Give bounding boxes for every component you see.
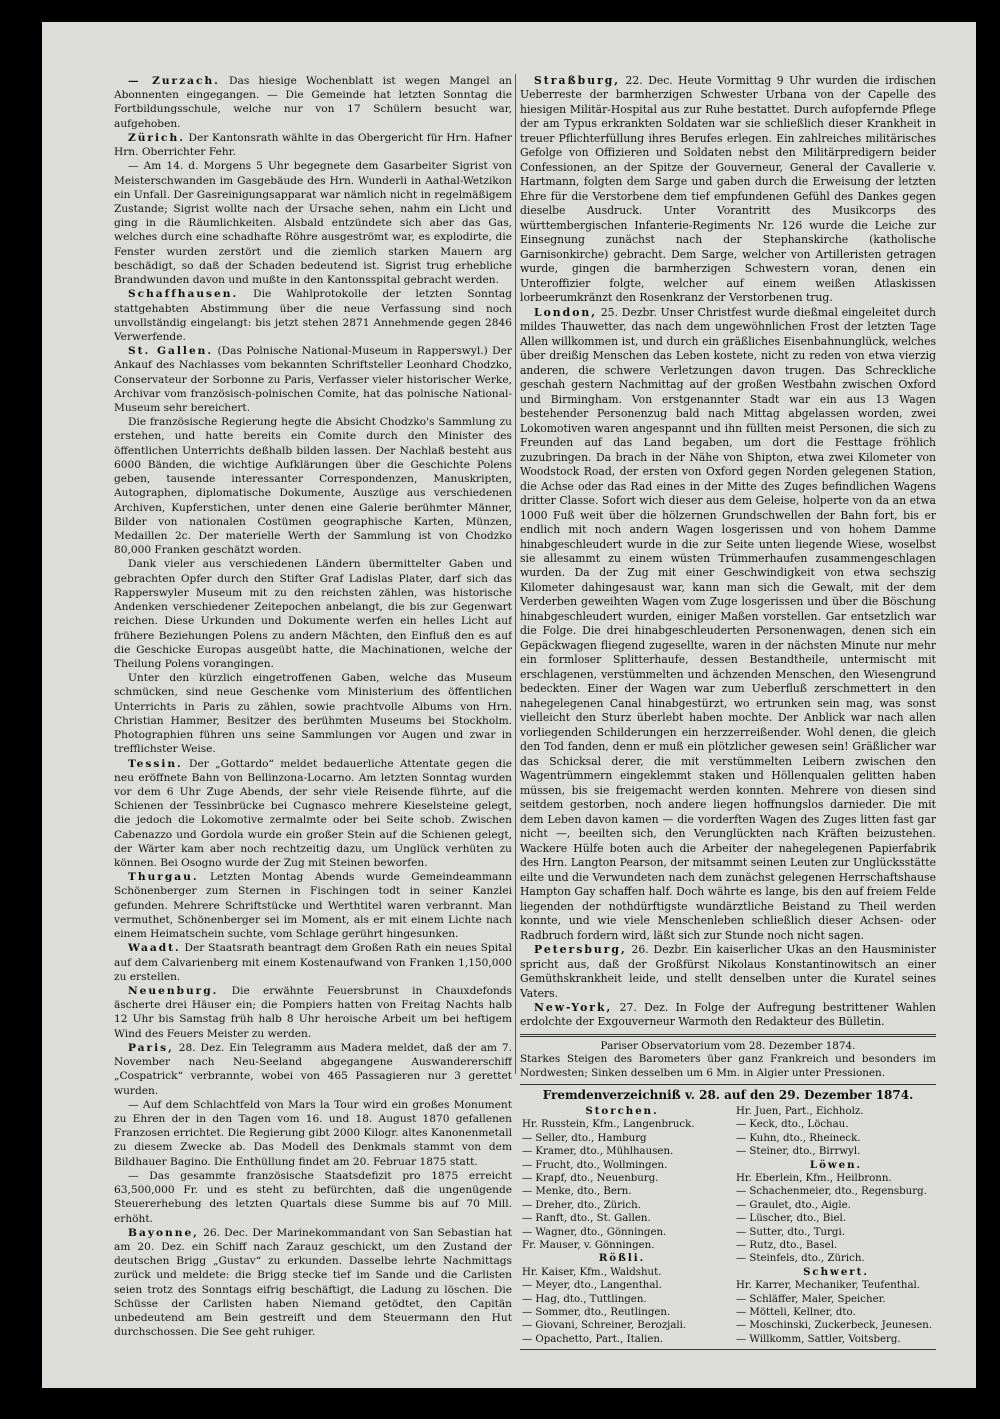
guest-entry: — Graulet, dto., Aigle. — [736, 1199, 851, 1211]
article-text: Die erwähnte Feuersbrunst in Chauxdefonds äscherte drei Häuser ein; die Pompiers hatten von Freitag Nachts halb 12 Uhr bis Samstag früh halb 8 Uhr heroische Arbeit um bei heftigem Wind des Feuers Meister zu werden. — [114, 985, 512, 1040]
hotel-name: Rößli. — [598, 1252, 646, 1265]
article-paragraph — [114, 557, 512, 671]
scan-border-right — [976, 0, 1000, 1419]
article-paragraph — [520, 1001, 936, 1030]
article-text: Der Kantonsrath wählte in das Obergericht für Hrn. Hafner Hrn. Oberrichter Fehr. — [114, 131, 512, 159]
article-text: Die Wahlprotokolle der letzten Sonntag stattgehabten Abstimmung über die neue Verfassung sind noch unvollständig eingelangt: bis jetzt stehen 2871 Annehmende gegen 2846 Verwerfende. — [114, 288, 512, 343]
article-text: 27. Dez. In Folge der Aufregung bestrittener Wahlen erdolchte der Exgouverneur Warmoth den Redakteur des Bülletin. — [520, 1001, 936, 1029]
guest-entry: Hr. Eberlein, Kfm., Heilbronn. — [736, 1172, 892, 1184]
guest-entry: — Willkomm, Sattler, Voitsberg. — [736, 1333, 901, 1345]
guest-entry: — Kramer, dto., Mühlhausen. — [522, 1146, 674, 1158]
article-text: — Auf dem Schlachtfeld von Mars la Tour wird ein großes Monument zu Ehren der in den Tagen vom 16. und 18. August 1870 gefallenen Franzosen errichtet. Die Regierung gibt 2000 Kilogr. altes Kanonenmetall zu diesem Zwecke ab. Das Modell des Denkmals stammt von dem Bildhauer Bagino. Die Enthüllung findet am 20. Februar 1875 statt. — [114, 1098, 512, 1168]
article-text: Die französische Regierung hegte die Absicht Chodzko's Sammlung zu erstehen, und hatte bereits ein Comite durch den Minister des öffentlichen Unterrichts deßhalb bilden lassen. Der Nachlaß besteht aus 6000 Bänden, die wichtige Aufklärungen über die Geschichte Polens geben, tausende interessanter Correspondenzen, Manuskripten, Autographen, diplomatische Dokumente, Auszüge aus verschiedenen Archiven, Kupferstichen, unter denen eine Galerie berühmter Männer, Bilder von nationalen Costümen geographische Karten, Münzen, Medaillen 2c. Der materielle Werth der Sammlung ist von Chodzko 80,000 Franken geschätzt worden. — [114, 416, 512, 557]
section-divider — [520, 1034, 936, 1037]
article-paragraph — [520, 943, 936, 1001]
scan-border-left — [0, 0, 40, 1419]
article-text: Der Staatsrath beantragt dem Großen Rath ein neues Spital auf dem Calvarienberg mit einem Kostenaufwand von Franken 1,150,000 zu erstellen. — [114, 942, 512, 983]
guest-entry: — Meyer, dto., Langenthal. — [522, 1280, 662, 1292]
guest-entry: — Sommer, dto., Reutlingen. — [522, 1307, 671, 1319]
guest-entry: — Steinfels, dto., Zürich. — [736, 1253, 865, 1265]
dateline: Schaffhausen. — [128, 288, 239, 301]
dateline: New-York, — [534, 1001, 613, 1014]
article-text: 25. Dezbr. Unser Christfest wurde dießmal eingeleitet durch mildes Thauwetter, das nach dem ungewöhnlichen Frost der letzten Tage Allen willkommen ist, und durch ein gräßliches Eisenbahnunglück, welches über dreißig Menschen das Leben kostete, nicht zu reden von etwa vierzig anderen, die schwere Verletzungen davon trugen. Das Schreckliche geschah gestern Nachmittag auf der großen Westbahn zwischen Oxford und Birmingham. Von erstgenannter Stadt war ein aus 13 Wagen bestehender Personenzug bald nach Mittag abgelassen worden, zwei Lokomotiven waren angespannt und ihn füllten meist Personen, die sich zu Freunden auf das Land begaben, um dort die Festtage fröhlich zuzubringen. Da brach in der Nähe von Shipton, etwa zwei Kilometer von Woodstock Road, der ersten von Oxford gegen Norden gelegenen Station, die Achse oder das Rad eines in der Mitte des Zuges befindlichen Wagens dritter Classe. Sofort wich dieser aus dem Geleise, holperte von da an etwa 1000 Fuß weit über die hölzernen Grundschwellen der Bahn fort, bis er endlich mit noch andern Wagen losgerissen und von hohem Damme hinabgeschleudert wurde in die zur Seite unten liegende Wiese, woselbst sie allesammt zu einem wüsten Trümmerhaufen zusammengeschlagen wurden. Da der Zug mit einer Geschwindigkeit von etwa sechszig Kilometer dahingesaust war, kann man sich die Gewalt, mit der dem Verderben geweihten Wagen vom Zuge losgerissen und über die Böschung hinabgeschleudert wurden, einiger Maßen vorstellen. Gar entsetzlich war die Folge. Die drei hinabgeschleuderten Personenwagen, denen sich ein Gepäckwagen fliegend zugesellte, waren in der nächsten Minute nur mehr ein formloser Splitterhaufe, dessen Bestandtheile, untermischt mit erschlagenen, verstümmelten und ächzenden Menschen, den Wiesengrund bedeckten. Einer der Wagen war zum Ueberfluß zerschmettert in den nahegelegenen Canal hinabgestürzt, wo ertrunken sein mag, was sonst vielleicht den Sturz überlebt haben mochte. Der Anblick war nach allen vorliegenden Schilderungen ein herzzerreißender. Wohl denen, die gleich den Tod fanden, denn er muß ein plötzlicher gewesen sein! Gräßlicher war das Schicksal derer, die mit verstümmelten Leibern zwischen den Wagentrümmern eingeklemmt staken und Höllenqualen gelitten haben müssen, bis sie freigemacht werden konnten. Mehrere von diesen sind seitdem gestorben, noch andere liegen hoffnungslos darnieder. Die mit dem Leben davon kamen — die vorderften Wagen des Zuges litten fast gar nicht —, beeilten sich, den Verunglückten nach Kräften beizustehen. Wackere Hülfe boten auch die Arbeiter der nahegelegenen Papierfabrik des Hrn. Langton Pearson, der mitsammt seinen Leuten zur Unglücksstätte eilte und die Verwundeten nach dem zunächst gelegenen Herrschaftshause Hampton Gay schaffen half. Doch währte es lange, bis den auf freiem Felde liegenden der nothdürftigste wundärztliche Beistand zu Theil werden konnte, und wie viele Menschenleben schließlich dieser Achsen- oder Radbruch fordern wird, läßt sich zur Stunde noch nicht sagen. — [520, 305, 936, 942]
guest-entry: — Krapf, dto., Neuenburg. — [522, 1172, 659, 1184]
article-paragraph — [114, 287, 512, 344]
article-paragraph — [114, 1169, 512, 1226]
scan-border-bottom — [0, 1389, 1000, 1419]
dateline: London, — [534, 305, 598, 319]
guest-entry: — Seller, dto., Hamburg — [522, 1132, 647, 1144]
guest-entry: — Menke, dto., Bern. — [522, 1186, 632, 1198]
guest-entry: — Rutz, dto., Basel. — [736, 1240, 838, 1252]
dateline: Paris, — [128, 1041, 174, 1054]
article-paragraph — [114, 757, 512, 871]
guest-entry: Hr. Juen, Part., Eichholz. — [736, 1105, 864, 1117]
right-column-articles — [520, 74, 936, 1030]
dateline: St. Gallen. — [128, 345, 214, 358]
dateline: Bayonne, — [128, 1226, 199, 1239]
article-paragraph — [114, 74, 512, 131]
guest-entry: — Lüscher, dto., Biel. — [736, 1213, 847, 1225]
article-text: Unter den kürzlich eingetroffenen Gaben, welche das Museum schmücken, sind neue Geschenke vom Ministerium des öffentlichen Unterrichts in Paris zu zählen, sowie prachtvolle Albums von Hrn. Christian Hammer, Besitzer des berühmten Museums bei Stockholm. Photographien führen uns seine Sammlungen vor Augen und zwar in trefflichster Weise. — [114, 672, 512, 756]
guest-entry: Hr. Russtein, Kfm., Langenbruck. — [522, 1119, 695, 1131]
article-paragraph — [114, 1041, 512, 1098]
article-text: (Das Polnische National-Museum in Rapperswyl.) Der Ankauf des Nachlasses vom bekannten Schriftsteller Leonhard Chodzko, Conservateur der Sorbonne zu Paris, Verfasser vieler historischer Werke, Archivar vom französisch-polnischen Comite, hat das polnische National-Museum sehr bereichert. — [114, 345, 512, 415]
article-text: Das hiesige Wochenblatt ist wegen Mangel an Abonnenten eingegangen. — Die Gemeinde hat letzten Sonntag die Fortbildungsschule, welche nur von 17 Schülern besucht war, aufgehoben. — [114, 75, 512, 130]
article-paragraph — [114, 159, 512, 287]
article-paragraph — [114, 1098, 512, 1169]
guest-entry: — Steiner, dto., Birrwyl. — [736, 1146, 861, 1158]
hotel-name: Storchen. — [585, 1104, 659, 1117]
guest-entry: — Sutter, dto., Turgi. — [736, 1226, 845, 1238]
guest-entry: — Moschinski, Zuckerbeck, Jeunesen. — [736, 1320, 933, 1332]
observatory-text: Starkes Steigen des Barometers über ganz Frankreich und besonders im Nordwesten; Sinken desselben um 6 Mm. in Algier unter Pressionen. — [520, 1053, 936, 1079]
dateline: — Zurzach. — [128, 75, 220, 87]
article-text: 28. Dez. Ein Telegramm aus Madera meldet, daß der am 7. November nach Neu-Seeland abgegangene Auswandererschiff „Cospatrick“ verbrannte, wobei von 465 Passagieren nur 3 gerettet wurden. — [114, 1041, 512, 1097]
article-paragraph — [114, 671, 512, 756]
observatory-title: Pariser Observatorium vom 28. Dezember 1874. — [600, 1039, 856, 1052]
article-text: 26. Dezbr. Ein kaiserlicher Ukas an den Hausminister spricht aus, daß der Großfürst Nikolaus Konstantinowitsch an einer Gemüthskrankheit leide, und stellt denselben unter die Kuratel seines Vaters. — [520, 943, 936, 1000]
article-paragraph — [114, 415, 512, 557]
article-text: 22. Dec. Heute Vormittag 9 Uhr wurden die irdischen Ueberreste der barmherzigen Schwester Urbana von der Capelle des hiesigen Militär-Hospital aus zur Ruhe bestattet. Durch aufopfernde Pflege der am Typus erkrankten Soldaten war sie schließlich dieser Krankheit in treuer Pflichterfüllung ihres Berufes erlegen. Ein zahlreiches militärisches Gefolge von Offizieren und Soldaten nebst den Militärpredigern beider Confessionen, an der Spitze der Gouverneur, General der Cavallerie v. Hartmann, folgten dem Sarge und gaben durch die Erweisung der letzten Ehre für die Verstorbene dem tief empfundenen Gefühl des Dankes gegen dieselbe Ausdruck. Unter Vorantritt des Musikcorps des württembergischen Infanterie-Regiments Nr. 126 wurde die Leiche zur Einsegnung zunächst nach der Stephanskirche (katholische Garnisonkirche) gebracht. Dem Sarge, welcher von Artilleristen getragen wurde, gingen die barmherzigen Schwestern voran, denen ein Unteroffizier folgte, welcher auf einem weißen Atlaskissen lorbeerumkränzt den Rosenkranz der Verstorbenen trug. — [520, 74, 936, 305]
observatory-notice — [520, 1040, 936, 1081]
fremdenliste-right-column — [722, 1105, 936, 1346]
guest-entry: — Schläffer, Maler, Speicher. — [736, 1293, 886, 1305]
article-paragraph — [520, 306, 936, 943]
guest-entry: — Kuhn, dto., Rheineck. — [736, 1132, 861, 1144]
dateline: Straßburg, — [534, 74, 621, 87]
hotel-name: Löwen. — [809, 1158, 863, 1171]
guest-entry: Hr. Karrer, Mechaniker, Teufenthal. — [736, 1280, 921, 1292]
article-paragraph — [114, 131, 512, 159]
hotel-name: Schwert. — [803, 1265, 869, 1278]
newspaper-page — [42, 22, 976, 1388]
right-column — [520, 74, 936, 1384]
article-text: Der „Gottardo“ meldet bedauerliche Attentate gegen die neu eröffnete Bahn von Bellinzona-Locarno. Am letzten Sonntag wurden vor dem 6 Uhr Zuge Abends, der sehr viele Reisende führte, auf die Schienen der Tessinbrücke bei Cugnasco mehrere Kieselsteine gelegt, die jedoch die Lokomotive zermalmte oder bei Seite schob. Zwischen Cabenazzo und Gordola wurde ein großer Stein auf die Schienen gelegt, der Wärter kam aber noch rechtzeitig dazu, um Unglück verhüten zu können. Bei Osogno wurde der Zug mit Steinen beworfen. — [114, 757, 512, 870]
guest-entry: — Wagner, dto., Gönningen. — [522, 1226, 667, 1238]
dateline: Petersburg, — [534, 943, 627, 957]
article-text: — Das gesammte französische Staatsdefizit pro 1875 erreicht 63,500,000 Fr. und es steht zu befürchten, daß die ungenügende Steuererhebung des letzten Quartals diese Summe bis auf 70 Mill. erhöht. — [114, 1169, 512, 1225]
article-paragraph — [114, 344, 512, 415]
article-paragraph — [114, 984, 512, 1041]
section-divider — [520, 1349, 936, 1350]
column-divider — [515, 74, 516, 1074]
article-paragraph — [114, 941, 512, 984]
article-text: — Am 14. d. Morgens 5 Uhr begegnete dem Gasarbeiter Sigrist von Meisterschwanden im Gasgebäude des Hrn. Wunderli in Aathal-Wetzikon ein Unfall. Der Gasreinigungsapparat war nämlich nicht in regelmäßigem Zustande; Sigrist wollte nach der Ursache sehen, nahm ein Licht und ging in die Räumlichkeiten. Alsbald entzündete sich aber das Gas, welches durch eine schadhafte Röhre ausgeströmt war, es explodirte, die Fenster wurden zerstört und die ziemlich starken Mauern arg beschädigt, so daß der Schaden bedeutend ist. Sigrist trug erhebliche Brandwunden davon und mußte in den Kantonsspital gebracht werden. — [114, 160, 512, 287]
guest-entry: — Mötteli, Kellner, dto. — [736, 1307, 856, 1319]
article-text: Dank vieler aus verschiedenen Ländern übermittelter Gaben und gebrachten Opfer durch den Stifter Graf Ladislas Plater, darf sich das Rapperswyler Museum mit zu den reichsten zählen, was historische Andenken verschiedener Zeitepochen anbelangt, die bis zur Gegenwart reichen. Diese Urkunden und Dokumente werfen ein helles Licht auf frühere Beziehungen Polens zu andern Mächten, den Einfluß den es auf die Geschicke Europas ausgeübt hatte, die Machinationen, welche der Theilung Polens vorangingen. — [114, 558, 512, 670]
dateline: Tessin. — [128, 757, 183, 770]
guest-entry: Hr. Kaiser, Kfm., Waldshut. — [522, 1266, 662, 1278]
article-paragraph — [520, 74, 936, 306]
dateline: Thurgau. — [128, 871, 199, 884]
guest-entry: — Frucht, dto., Wollmingen. — [522, 1159, 668, 1171]
article-text: 26. Dec. Der Marinekommandant von San Sebastian hat am 20. Dez. ein Schiff nach Zarauz geschickt, um den Zustand der deutschen Brigg „Gustav“ zu erkunden. Dasselbe lehrte Nachmittags zurück und meldete: die Brigg stecke tief im Sande und die Carlisten seien trotz des Sonntags eifrig beschäftigt, die Ladung zu löschen. Die Schüsse der Carlisten haben Niemand getödtet, den Capitän unbedeutend am Bein gestreift und dem Steuermann den Hut durchschossen. Die See geht ruhiger. — [114, 1226, 512, 1339]
guest-entry: — Giovani, Schreiner, Berozjali. — [522, 1320, 687, 1332]
guest-entry: — Keck, dto., Löchau. — [736, 1119, 849, 1131]
guest-entry: — Schachenmeier, dto., Regensburg. — [736, 1186, 927, 1198]
guest-entry: — Dreher, dto., Zürich. — [522, 1199, 641, 1211]
article-text: Letzten Montag Abends wurde Gemeindeammann Schönenberger zum Sternen in Fischingen todt in seiner Kanzlei gefunden. Mehrere Schriftstücke und Werthtitel waren verbrannt. Man vermuthet, Schönenberger sei im Moment, als er mit einem Lichte nach einem Heimatschein suchte, vom Schlage gerührt hingesunken. — [114, 871, 512, 941]
section-divider — [520, 1084, 936, 1085]
fremdenliste-heading: Fremdenverzeichniß v. 28. auf den 29. Dezember 1874. — [542, 1088, 914, 1103]
dateline: Waadt. — [128, 942, 181, 955]
dateline: Zürich. — [128, 131, 185, 144]
article-paragraph — [114, 870, 512, 941]
article-paragraph — [114, 1226, 512, 1340]
guest-entry: Fr. Mauser, v. Gönningen. — [522, 1240, 655, 1252]
dateline: Neuenburg. — [128, 985, 219, 997]
guest-entry: — Opachetto, Part., Italien. — [522, 1333, 664, 1345]
fremdenliste-left-column — [520, 1105, 722, 1346]
guest-entry: — Hag, dto., Tuttlingen. — [522, 1293, 647, 1305]
guest-entry: — Ranft, dto., St. Gallen. — [522, 1213, 651, 1225]
left-column — [114, 74, 512, 1374]
fremdenliste-table — [520, 1105, 936, 1346]
